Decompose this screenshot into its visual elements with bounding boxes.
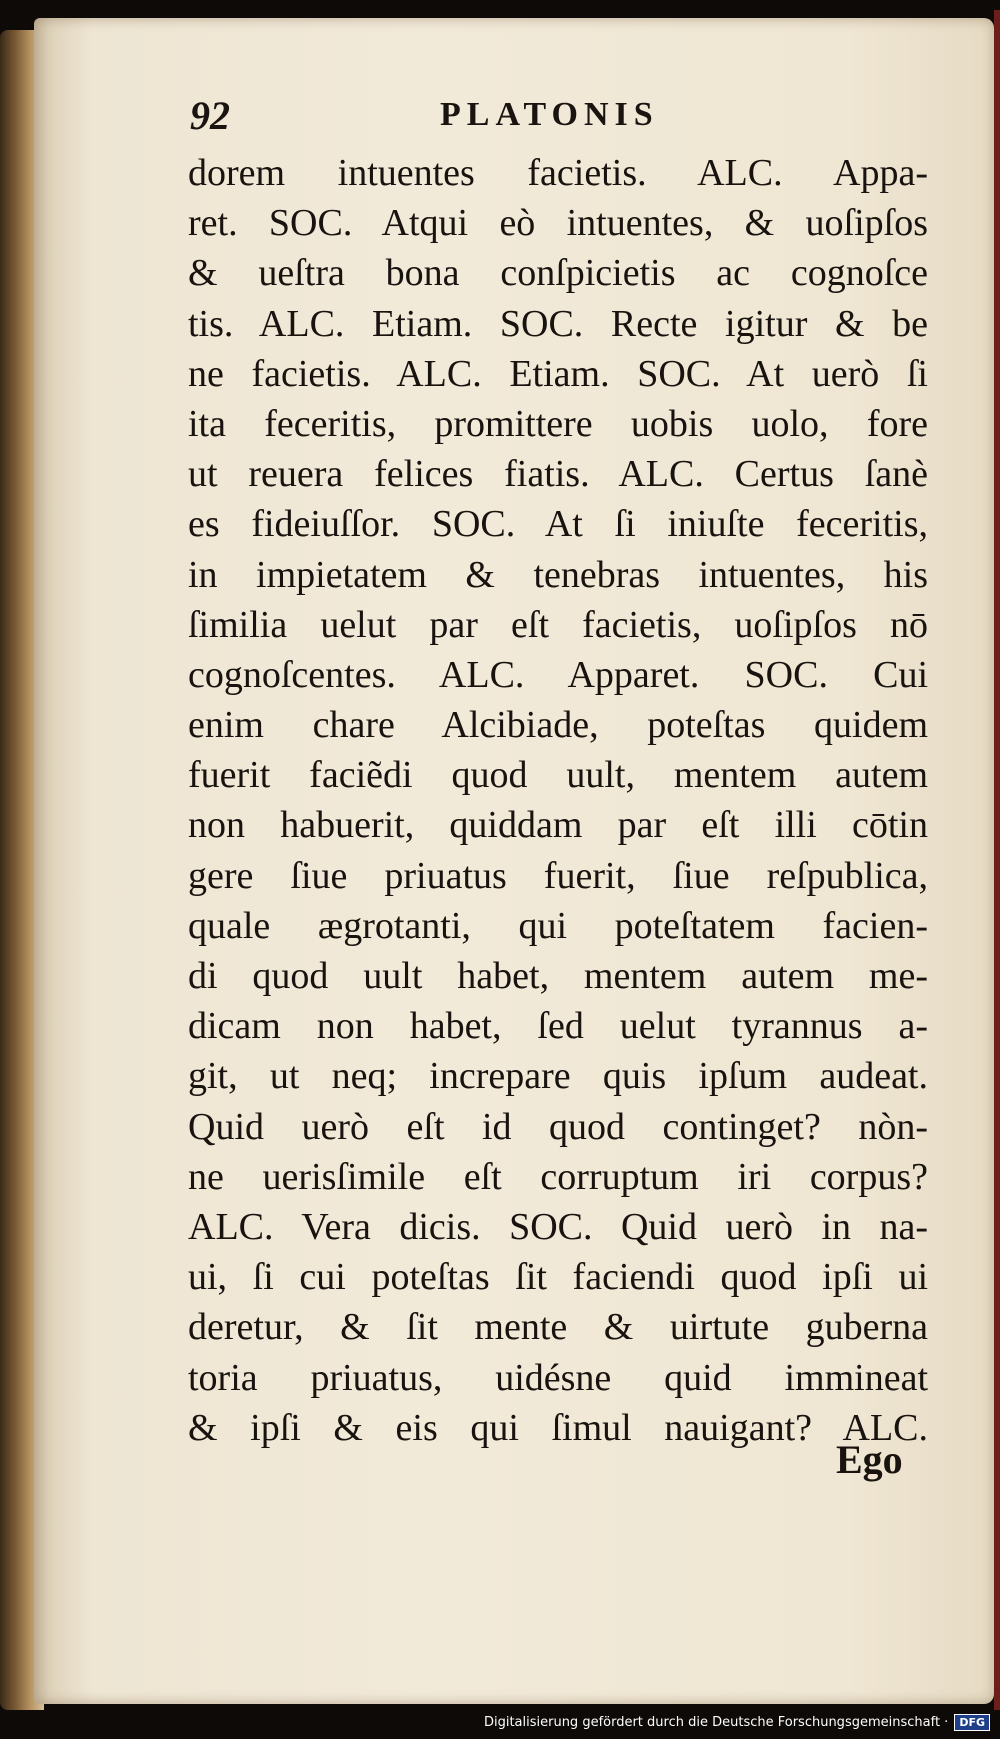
text-line: gere ſiue priuatus fuerit, ſiue reſpublica, [188,854,928,897]
text-line: ret. SOC. Atqui eò intuentes, & uoſipſos [188,202,928,245]
body-text [188,148,928,1453]
page-number: 92 [190,93,230,138]
text-line: deretur, & ſit mente & uirtute guberna [188,1306,928,1349]
text-line: quale ægrotanti, qui poteſtatem facien- [188,904,928,947]
catchword: Ego [836,1437,903,1482]
text-line: & ueſtra bona conſpicietis ac cognoſce [188,252,928,295]
text-line: enim chare Alcibiade, poteſtas quidem [188,704,928,747]
text-line: ALC. Vera dicis. SOC. Quid uerò in na- [188,1205,928,1248]
text-line: in impietatem & tenebras intuentes, his [188,553,928,596]
text-line: ut reuera felices fiatis. ALC. Certus ſanè [188,453,928,496]
text-line: git, ut neq; increpare quis ipſum audeat. [188,1055,928,1098]
text-line: fuerit faciẽdi quod uult, mentem autem [188,754,928,797]
text-line: ſimilia uelut par eſt facietis, uoſipſos nō [188,603,928,646]
text-line: toria priuatus, uidésne quid immineat [188,1356,928,1399]
text-line: tis. ALC. Etiam. SOC. Recte igitur & be [188,302,928,345]
text-line: es fideiuſſor. SOC. At ſi iniuſte feceritis, [188,503,928,546]
text-line: & ipſi & eis qui ſimul nauigant? ALC. [188,1406,928,1449]
credit-text: Digitalisierung gefördert durch die Deutsche Forschungsgemeinschaft · [483,1715,949,1730]
running-head: PLATONIS [440,96,659,133]
text-line: ne uerisſimile eſt corruptum iri corpus? [188,1155,928,1198]
text-line: ita feceritis, promittere uobis uolo, fore [188,402,928,445]
page-header [190,92,710,142]
text-line: ui, ſi cui poteſtas ſit faciendi quod ipſi ui [188,1256,928,1299]
text-line: cognoſcentes. ALC. Apparet. SOC. Cui [188,653,928,696]
text-line: ne facietis. ALC. Etiam. SOC. At uerò ſi [188,352,928,395]
dfg-logo: DFG [954,1714,990,1731]
text-line: non habuerit, quiddam par eſt illi cōtin [188,804,928,847]
text-line: di quod uult habet, mentem autem me- [188,955,928,997]
digitization-credit [484,1714,990,1731]
text-line: Quid uerò eſt id quod continget? nòn- [188,1105,928,1148]
text-line: dicam non habet, ſed uelut tyrannus a- [188,1005,928,1048]
text-line: dorem intuentes facietis. ALC. Appa- [188,152,928,194]
adjacent-page-edge [994,10,1000,1710]
